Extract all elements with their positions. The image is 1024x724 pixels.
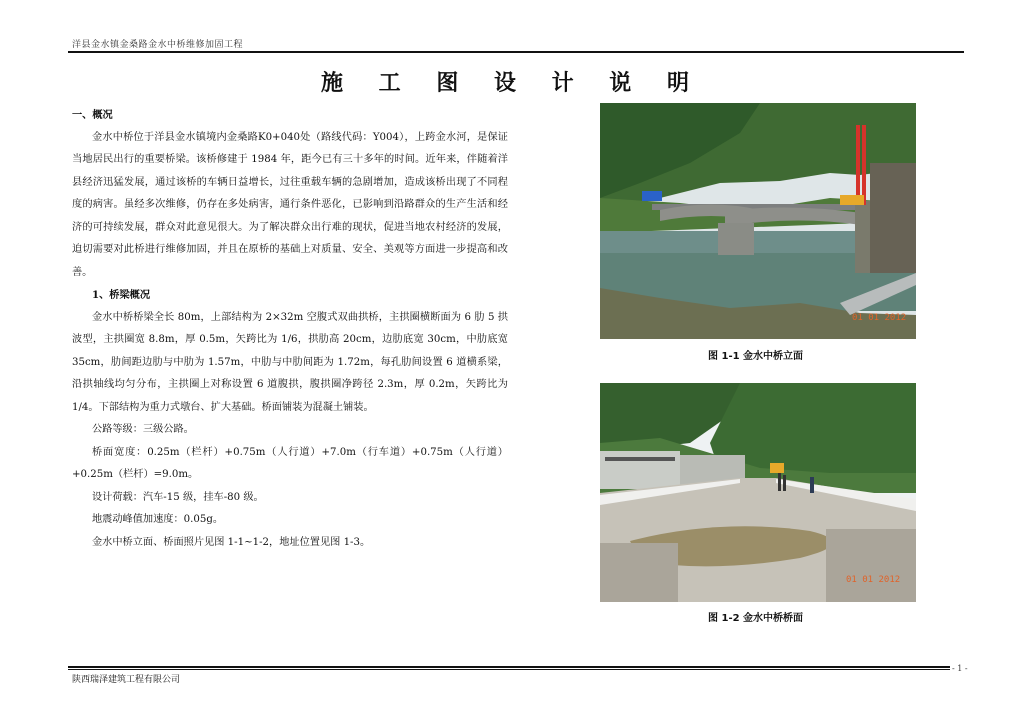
bridge-overview-heading: 1、桥梁概况 <box>92 289 151 301</box>
figure-1-2-caption: 图 1-2 金水中桥桥面 <box>708 613 804 624</box>
page-number: - 1 - <box>952 664 968 673</box>
header-divider <box>68 51 964 53</box>
company-name: 陕西瑞泽建筑工程有限公司 <box>72 675 181 685</box>
document-body <box>72 104 508 554</box>
deck-width: 桥面宽度：0.25m（栏杆）+0.75m（人行道）+7.0m（行车道）+0.75m（人行道）+0.25m（栏杆）=9.0m。 <box>72 446 508 480</box>
bridge-deck-photo <box>600 383 916 602</box>
page-title: 施 工 图 设 计 说 明 <box>321 70 703 96</box>
road-grade: 公路等级：三级公路。 <box>92 424 194 435</box>
footer-divider <box>68 666 950 668</box>
footer-divider-thin <box>68 669 950 670</box>
bridge-elevation-photo <box>600 103 916 339</box>
seismic-acceleration: 地震动峰值加速度：0.05g。 <box>92 514 224 525</box>
photo-date-stamp: 01 01 2012 <box>846 575 901 585</box>
photo-date-stamp: 01 01 2012 <box>852 313 907 323</box>
figure-reference: 金水中桥立面、桥面照片见图 1-1~1-2，地址位置见图 1-3。 <box>92 536 371 548</box>
overview-heading: 一、概况 <box>72 109 113 121</box>
figure-1-1-caption: 图 1-1 金水中桥立面 <box>708 351 804 362</box>
bridge-overview-paragraph: 金水中桥桥梁全长 80m，上部结构为 2×32m 空腹式双曲拱桥，主拱圈横断面为 6 肋 5 拱波型，主拱圈宽 8.8m，厚 0.5m，矢跨比为 1/6，拱肋高 20cm，边肋底宽 30cm，中肋底宽 35cm，肋间距边肋与中肋为 1.57m，中肋与中肋间距为 1.72m，每孔肋间设置 6 道横系梁，沿拱轴线均匀分布，主拱圈上对称设置 6 道腹拱，腹拱圈净跨径 2.3m，厚 0.2m，矢跨比为 1/4。下部结构为重力式墩台、扩大基础。桥面铺装为混凝土铺装。 <box>72 311 508 413</box>
design-load: 设计荷载：汽车-15 级，挂车-80 级。 <box>92 491 264 503</box>
project-name: 洋县金水镇金桑路金水中桥维修加固工程 <box>72 40 244 50</box>
overview-paragraph: 金水中桥位于洋县金水镇境内金桑路K0+040处（路线代码：Y004），上跨金水河，是保证当地居民出行的重要桥梁。该桥修建于 1984 年，距今已有三十多年的时间。近年来，伴随着洋县经济迅猛发展，通过该桥的车辆日益增长，过往重载车辆的急剧增加，造成该桥出现了不同程度的病害。虽经多次维修，仍存在多处病害，通行条件恶化，已影响到沿路群众的生产生活和经济的可持续发展，群众对此意见很大。为了解决群众出行难的现状，促进当地农村经济的发展，迫切需要对此桥进行维修加固，并且在原桥的基础上对质量、安全、美观等方面进一步提高和改善。 <box>72 131 508 278</box>
